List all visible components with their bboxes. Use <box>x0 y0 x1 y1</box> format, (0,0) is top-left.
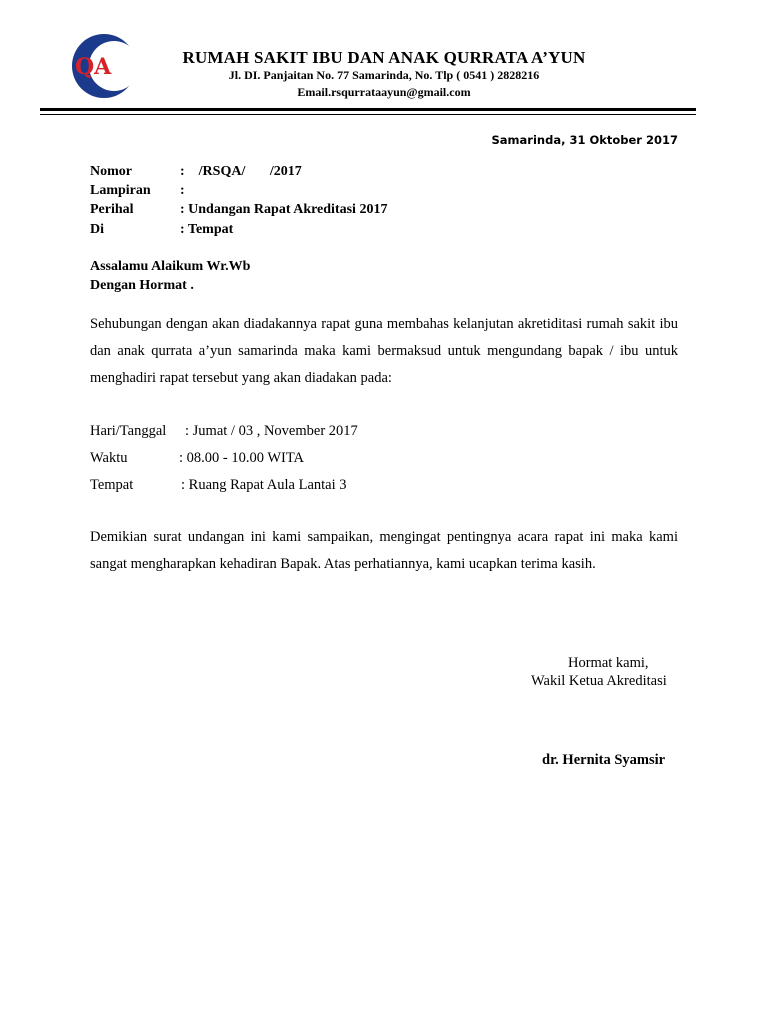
detail-label: Tempat <box>90 477 134 493</box>
signatory-name: dr. Hernita Syamsir <box>542 752 666 768</box>
hospital-name: RUMAH SAKIT IBU DAN ANAK QURRATA A’YUN <box>182 48 586 67</box>
logo-lettering: QA <box>75 54 112 80</box>
body-paragraph-intro: Sehubungan dengan akan diadakannya rapat guna membahas kelanjutan akretiditasi rumah sakit ibu dan anak qurrata a’yun samarinda maka kami bermaksud untuk mengundang bapak / ibu untuk menghadiri rapat tersebut yang akan diadakan pada: <box>90 316 678 386</box>
header-divider-thick <box>40 108 696 111</box>
reference-label: Nomor <box>90 164 132 179</box>
reference-label: Di <box>90 222 104 237</box>
reference-value: : <box>180 183 185 198</box>
signature-position: Wakil Ketua Akreditasi <box>531 673 667 689</box>
reference-value: : Tempat <box>180 222 234 237</box>
reference-label: Lampiran <box>90 183 151 198</box>
reference-value: : Undangan Rapat Akreditasi 2017 <box>180 202 388 217</box>
greeting-hormat: Dengan Hormat . <box>90 278 194 293</box>
reference-label: Perihal <box>90 202 134 217</box>
reference-value: : /RSQA/ /2017 <box>180 164 302 179</box>
greeting-salam: Assalamu Alaikum Wr.Wb <box>90 259 251 274</box>
hospital-email: Email.rsqurrataayun@gmail.com <box>297 85 471 99</box>
detail-label: Waktu <box>90 450 128 466</box>
hospital-logo <box>66 33 142 99</box>
letter-date: Samarinda, 31 Oktober 2017 <box>491 133 678 147</box>
detail-value: : Ruang Rapat Aula Lantai 3 <box>181 477 347 493</box>
detail-label: Hari/Tanggal <box>90 423 167 439</box>
detail-value: : 08.00 - 10.00 WITA <box>179 450 305 466</box>
header-divider-thin <box>40 114 696 115</box>
hospital-address: Jl. DI. Panjaitan No. 77 Samarinda, No. Tlp ( 0541 ) 2828216 <box>228 68 540 82</box>
detail-value: : Jumat / 03 , November 2017 <box>185 423 358 439</box>
signature-closing: Hormat kami, <box>568 655 649 671</box>
body-paragraph-closing: Demikian surat undangan ini kami sampaikan, mengingat pentingnya acara rapat ini maka kami sangat mengharapkan kehadiran Bapak. Atas perhatiannya, kami ucapkan terima kasih. <box>90 529 678 572</box>
